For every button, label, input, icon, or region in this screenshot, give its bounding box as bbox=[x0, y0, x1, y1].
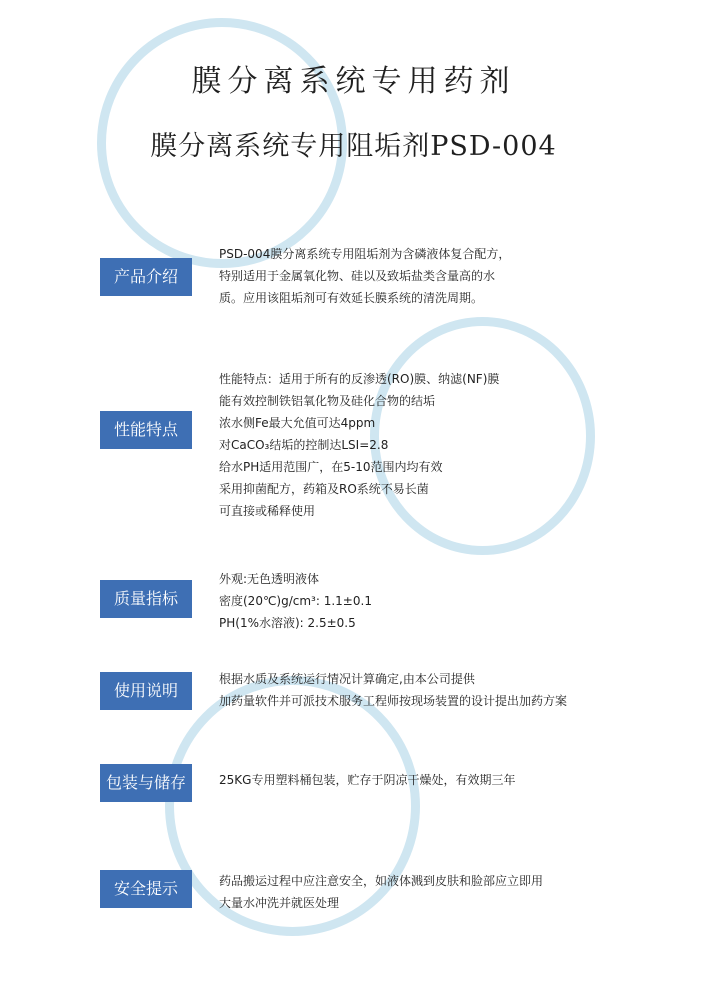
text-line: 密度(20℃)g/cm³: 1.1±0.1 bbox=[219, 594, 372, 608]
text-line: 外观:无色透明液体 bbox=[219, 572, 320, 586]
text-line: 药品搬运过程中应注意安全，如液体溅到皮肤和脸部应立即用 bbox=[219, 874, 544, 888]
page-subtitle: 膜分离系统专用阻垢剂PSD-004 bbox=[150, 131, 557, 162]
section-body-features bbox=[219, 368, 659, 522]
text-line: 25KG专用塑料桶包装，贮存于阴凉干燥处，有效期三年 bbox=[219, 773, 516, 787]
section-label-quality: 质量指标 bbox=[100, 580, 192, 618]
text-line: PSD-004膜分离系统专用阻垢剂为含磷液体复合配方， bbox=[219, 247, 511, 261]
section-label-intro: 产品介绍 bbox=[100, 258, 192, 296]
text-line: 对CaCO₃结垢的控制达LSI=2.8 bbox=[219, 438, 389, 452]
text-line: 根据水质及系统运行情况计算确定,由本公司提供 bbox=[219, 672, 475, 686]
text-line: 质。应用该阻垢剂可有效延长膜系统的清洗周期。 bbox=[219, 291, 484, 305]
text-line: 特别适用于金属氧化物、硅以及致垢盐类含量高的水 bbox=[219, 269, 496, 283]
text-line: 性能特点：适用于所有的反渗透(RO)膜、纳滤(NF)膜 bbox=[219, 372, 500, 386]
section-label-usage: 使用说明 bbox=[100, 672, 192, 710]
text-line: 采用抑菌配方，药箱及RO系统不易长菌 bbox=[219, 482, 429, 496]
text-line: 浓水侧Fe最大允值可达4ppm bbox=[219, 416, 376, 430]
section-label-features: 性能特点 bbox=[100, 411, 192, 449]
section-label-packaging: 包装与储存 bbox=[100, 764, 192, 802]
text-line: 大量水冲洗并就医处理 bbox=[219, 896, 340, 910]
section-body-intro bbox=[219, 243, 659, 309]
text-line: PH(1%水溶液): 2.5±0.5 bbox=[219, 616, 356, 630]
section-body-quality bbox=[219, 568, 659, 634]
text-line: 给水PH适用范围广，在5-10范围内均有效 bbox=[219, 460, 443, 474]
section-body-packaging bbox=[219, 769, 659, 791]
section-label-safety: 安全提示 bbox=[100, 870, 192, 908]
section-body-usage bbox=[219, 668, 659, 712]
section-body-safety bbox=[219, 870, 659, 914]
page-title: 膜分离系统专用药剂 bbox=[191, 64, 516, 99]
text-line: 加药量软件并可派技术服务工程师按现场装置的设计提出加药方案 bbox=[219, 694, 568, 708]
text-line: 可直接或稀释使用 bbox=[219, 504, 316, 518]
text-line: 能有效控制铁铝氧化物及硅化合物的结垢 bbox=[219, 394, 436, 408]
